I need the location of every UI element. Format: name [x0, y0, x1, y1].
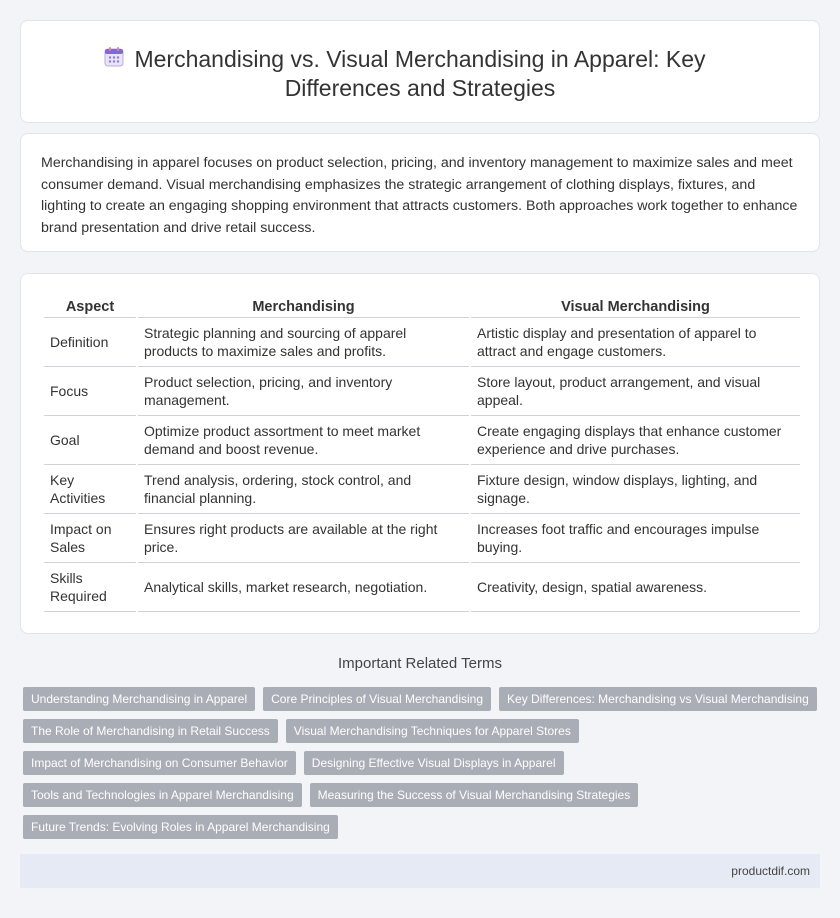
related-term-link[interactable]: Measuring the Success of Visual Merchandising Strategies — [310, 783, 639, 807]
table-header-row — [44, 295, 800, 318]
page-title: Merchandising vs. Visual Merchandising in Apparel: Key Differences and Strategies — [134, 46, 706, 101]
related-terms-list — [23, 687, 823, 847]
table-row — [44, 416, 800, 465]
comparison-table — [42, 295, 802, 612]
tag-row — [23, 719, 823, 743]
footer — [20, 854, 820, 888]
row-aspect: Skills Required — [44, 563, 136, 612]
row-aspect: Definition — [44, 318, 136, 367]
row-aspect: Impact on Sales — [44, 514, 136, 563]
row-visual-merchandising: Store layout, product arrangement, and visual appeal. — [471, 367, 800, 416]
table-row — [44, 563, 800, 612]
row-visual-merchandising: Increases foot traffic and encourages impulse buying. — [471, 514, 800, 563]
header-visual-merchandising: Visual Merchandising — [471, 295, 800, 318]
site-link[interactable]: productdif.com — [731, 864, 810, 878]
comparison-card — [20, 273, 820, 634]
intro-card — [20, 133, 820, 252]
row-merchandising: Product selection, pricing, and inventory management. — [138, 367, 469, 416]
row-merchandising: Ensures right products are available at the right price. — [138, 514, 469, 563]
related-term-link[interactable]: Key Differences: Merchandising vs Visual Merchandising — [499, 687, 817, 711]
related-term-link[interactable]: The Role of Merchandising in Retail Success — [23, 719, 278, 743]
related-term-link[interactable]: Understanding Merchandising in Apparel — [23, 687, 255, 711]
tag-row — [23, 815, 823, 839]
row-visual-merchandising: Artistic display and presentation of apparel to attract and engage customers. — [471, 318, 800, 367]
tag-row — [23, 687, 823, 711]
related-term-link[interactable]: Impact of Merchandising on Consumer Behavior — [23, 751, 296, 775]
row-merchandising: Trend analysis, ordering, stock control, and financial planning. — [138, 465, 469, 514]
related-term-link[interactable]: Visual Merchandising Techniques for Apparel Stores — [286, 719, 579, 743]
table-row — [44, 465, 800, 514]
row-visual-merchandising: Fixture design, window displays, lighting, and signage. — [471, 465, 800, 514]
intro-paragraph: Merchandising in apparel focuses on product selection, pricing, and inventory management to maximize sales and meet consumer demand. Visual merchandising emphasizes the strategic arrangement of clothing displays, fixtures, and lighting to create an engaging shopping environment that attracts customers. Both approaches work together to enhance brand presentation and drive retail success. — [41, 155, 798, 236]
row-merchandising: Analytical skills, market research, negotiation. — [138, 563, 469, 612]
table-row — [44, 367, 800, 416]
tag-row — [23, 751, 823, 775]
row-merchandising: Strategic planning and sourcing of apparel products to maximize sales and profits. — [138, 318, 469, 367]
related-term-link[interactable]: Future Trends: Evolving Roles in Apparel Merchandising — [23, 815, 338, 839]
row-merchandising: Optimize product assortment to meet market demand and boost revenue. — [138, 416, 469, 465]
related-term-link[interactable]: Tools and Technologies in Apparel Merchandising — [23, 783, 302, 807]
header-aspect: Aspect — [44, 295, 136, 318]
row-aspect: Focus — [44, 367, 136, 416]
row-aspect: Goal — [44, 416, 136, 465]
related-terms-heading: Important Related Terms — [338, 655, 502, 672]
table-row — [44, 514, 800, 563]
tag-row — [23, 783, 823, 807]
header-merchandising: Merchandising — [138, 295, 469, 318]
table-row — [44, 318, 800, 367]
row-visual-merchandising: Create engaging displays that enhance customer experience and drive purchases. — [471, 416, 800, 465]
related-term-link[interactable]: Core Principles of Visual Merchandising — [263, 687, 491, 711]
row-aspect: Key Activities — [44, 465, 136, 514]
title-card — [20, 20, 820, 123]
row-visual-merchandising: Creativity, design, spatial awareness. — [471, 563, 800, 612]
related-term-link[interactable]: Designing Effective Visual Displays in Apparel — [304, 751, 564, 775]
